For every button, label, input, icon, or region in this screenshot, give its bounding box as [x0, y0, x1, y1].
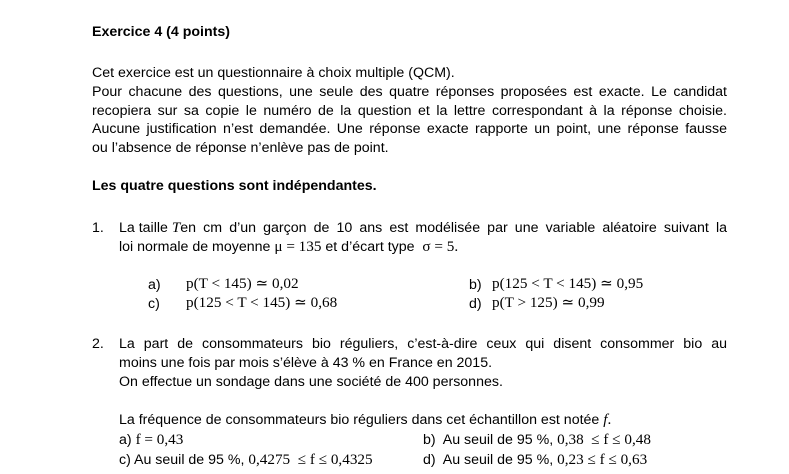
option-label: b): [423, 432, 436, 448]
question-text-line: La part de consommateurs bio réguliers, c’est-à-dire ceux qui disent consommer bio au: [119, 336, 727, 352]
variable-f: f: [603, 411, 608, 428]
period: .: [607, 411, 612, 428]
option-math: 0,23 ≤ f ≤ 0,63: [557, 451, 648, 468]
option-math: f = 0,43: [135, 431, 184, 448]
intro-line: ou l’absence de réponse n’enlève pas de point.: [92, 140, 389, 156]
question-text-line: [119, 238, 458, 256]
option-math: p(T > 125) ≃ 0,99: [492, 294, 605, 311]
option-math: 0,38 ≤ f ≤ 0,48: [557, 431, 651, 448]
option-math: p(T < 145) ≃ 0,02: [186, 275, 299, 292]
question-number: 1.: [92, 220, 104, 236]
option-label: a): [148, 277, 161, 293]
option-prefix: Au seuil de 95 %,: [134, 452, 249, 468]
option-label: c): [148, 296, 160, 312]
intro-line: Aucune justification n’est demandée. Une réponse exacte rapporte un point, une réponse fausse: [92, 121, 727, 137]
option-prefix: Au seuil de 95 %,: [442, 452, 558, 468]
exercise-title: Exercice 4 (4 points): [92, 24, 230, 40]
text-fragment: La fréquence de consommateurs bio réguliers dans cet échantillon est notée: [119, 412, 604, 428]
option-label: c): [119, 452, 131, 468]
option-a: [119, 431, 183, 449]
option-b: [423, 431, 651, 449]
option-math: 0,4275 ≤ f ≤ 0,4325: [248, 451, 373, 468]
option-prefix: Au seuil de 95 %,: [442, 432, 558, 448]
variable-T: T: [171, 219, 181, 236]
intro-line: recopiera sur sa copie le numéro de la question et la lettre correspondant à la réponse choisie.: [92, 103, 727, 119]
text-fragment: loi normale de moyenne: [119, 239, 275, 255]
sigma-equation: σ = 5: [422, 238, 455, 255]
question-text-line: On effectue un sondage dans une société de 400 personnes.: [119, 374, 503, 390]
option-math: p(125 < T < 145) ≃ 0,68: [186, 294, 338, 311]
question-text-line: [119, 219, 727, 237]
question-text-line: moins une fois par mois s’élève à 43 % en France en 2015.: [119, 355, 493, 371]
text-fragment: La taille: [119, 220, 172, 236]
option-c: [119, 451, 373, 469]
option-label: b): [469, 277, 482, 293]
subheading: Les quatre questions sont indépendantes.: [92, 178, 377, 194]
option-d: [423, 451, 647, 469]
text-fragment: en cm d’un garçon de 10 ans est modélisée par une variable aléatoire suivant la: [180, 220, 727, 236]
option-label: d): [469, 296, 482, 312]
mu-equation: μ = 135: [274, 238, 322, 255]
question-number: 2.: [92, 336, 104, 352]
intro-line: Cet exercice est un questionnaire à choix multiple (QCM).: [92, 65, 455, 81]
period: .: [454, 238, 459, 255]
frequency-statement: [119, 411, 611, 429]
option-label: d): [423, 452, 436, 468]
intro-line: Pour chacune des questions, une seule des quatre réponses proposées est exacte. Le candidat: [92, 84, 727, 100]
option-label: a): [119, 432, 132, 448]
option-math: p(125 < T < 145) ≃ 0,95: [492, 275, 644, 292]
text-fragment: et d’écart type: [321, 239, 419, 255]
